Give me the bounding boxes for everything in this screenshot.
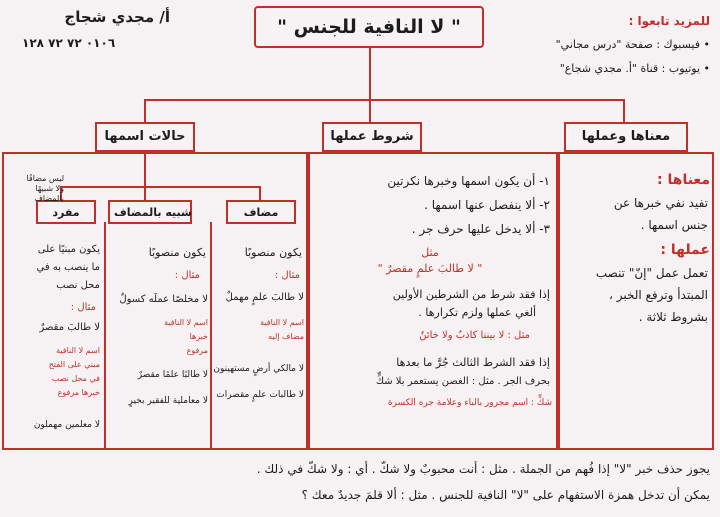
mufrad-extra: لا معلمين مهملون [33,420,100,430]
stem-mudaf [259,186,261,200]
page-title: " لا النافية للجنس " [277,16,461,38]
meaning-text-1: تفيد نفي خبرها عن [613,196,708,210]
divider-2 [104,222,106,450]
mudaf-tag-2: مضاف إليه [268,332,304,341]
example3: شكٍّ : اسم مجرور بالباء وعلامة جره الكسرة [387,398,552,408]
divider-1 [210,222,212,450]
condition-3: ٣- ألا يدخل عليها حرف جر . [411,222,550,236]
work-text-3: بشروط ثلاثة . [638,310,708,324]
author-name: أ/ مجدي شجاج [64,8,170,26]
mudaf-title: مضاف [226,200,296,224]
shibh-rule: يكون منصوبًا [148,246,206,259]
mufrad-tag-2: مبني على الفتح [48,360,100,369]
title-stem [369,48,371,100]
work-label: عملها : [660,242,710,258]
mufrad-tag-1: اسم لا النافية [56,346,100,355]
mufrad-tag-3: في محل نصب [51,374,100,383]
facebook-link[interactable]: • فيسبوك : صفحة "درس مجاني" [555,38,710,51]
work-text-1: تعمل عمل "إنّ" تنصب [595,266,708,280]
condition-1: ١- أن يكون اسمها وخبرها نكرتين [387,174,550,188]
footer-line-1: يجوز حذف خبر "لا" إذا فُهم من الجملة . مثل : أنت محبوبٌ ولا شكّ . أي : ولا شكّ في ذلك . [256,462,710,476]
mufrad-note-1: ليس مضافًا [26,174,64,183]
shibh-example: لا مخلصًا عملَه كسولٌ [119,294,208,305]
note1-line1: إذا فقد شرط من الشرطين الأولين [392,288,550,301]
mufrad-rule-3: محل نصب [56,280,100,291]
example2: مثل : لا بيننا كاذبٌ ولا خائنٌ [419,330,530,341]
shibh-title: شبيه بالمضاف [108,200,192,224]
shibh-extra-1: لا طالبًا علمًا مقصرٌ [137,370,208,380]
top-bar [144,99,624,101]
shibh-tag-3: مرفوع [186,346,208,355]
cases-stem [144,152,146,186]
mudaf-example: لا طالبَ علمٍ مهملٌ [225,292,304,303]
mufrad-example: لا طالبَ مقصرٌ [39,322,100,333]
mufrad-tag-4: خبرها مرفوع [57,388,100,397]
shibh-tag-1: اسم لا النافية [164,318,208,327]
youtube-link[interactable]: • يوتيوب : قناة "أ. مجدي شجاع" [559,62,710,75]
mufrad-note-3: بالمضاف [34,194,64,203]
condition-2: ٢- ألا ينفصل عنها اسمها . [424,198,550,212]
cases-sub-bar [60,186,260,188]
note2-line2: بحرف الجر . مثل : الغصن يستعمر بلا شكٍّ [375,376,550,387]
note1-line2: ألغي عملها ولزم تكرارها . [418,306,536,319]
footer-line-2: يمكن أن تدخل همزة الاستفهام على "لا" النافية للجنس . مثل : ألا قلمَ جديدٌ معك ؟ [301,488,710,502]
shibh-extra-2: لا معاملية للفقير بخيرٍ [128,396,208,406]
section-meaning-title: معناها وعملها [564,122,688,152]
shibh-tag-2: خبرها [189,332,208,341]
mudaf-extra-2: لا طالبات علمٍ مقصرات [216,390,304,400]
mudaf-example-label: مثال : [274,270,300,281]
mudaf-extra-1: لا مالكي أرضٍ مستهينون [213,364,304,374]
mudaf-rule: يكون منصوبًا [244,246,302,259]
mufrad-title: مفرد [36,200,96,224]
stem-cases [144,99,146,123]
section-cases-title: حالات اسمها [95,122,195,152]
work-text-2: المبتدأ وترفع الخبر ، [609,288,708,302]
author-phone: ٠١٠٦ ٧٢ ٧٢ ١٢٨ [22,36,116,50]
example1: " لا طالبَ علمٍ مقصرٌ " [377,262,483,275]
shibh-example-label: مثال : [174,270,200,281]
stem-shibh [144,186,146,200]
meaning-label: معناها : [657,172,710,188]
mufrad-rule-1: يكون مبنيًا على [37,244,100,255]
title-box [254,6,484,48]
stem-conditions [369,99,371,123]
stem-meaning [623,99,625,123]
mufrad-rule-2: ما ينصب به في [36,262,100,273]
follow-label: للمزيد تابعوا : [628,14,710,28]
example1-label: مثل [421,246,439,259]
note2-line1: إذا فقد الشرط الثالث جُرَّ ما بعدها [396,356,550,369]
mudaf-tag-1: اسم لا النافية [260,318,304,327]
meaning-text-2: جنس اسمها . [640,218,708,232]
mufrad-example-label: مثال : [70,302,96,313]
mufrad-note-2: ولا شبيهًا [35,184,64,193]
section-conditions-title: شروط عملها [322,122,422,152]
